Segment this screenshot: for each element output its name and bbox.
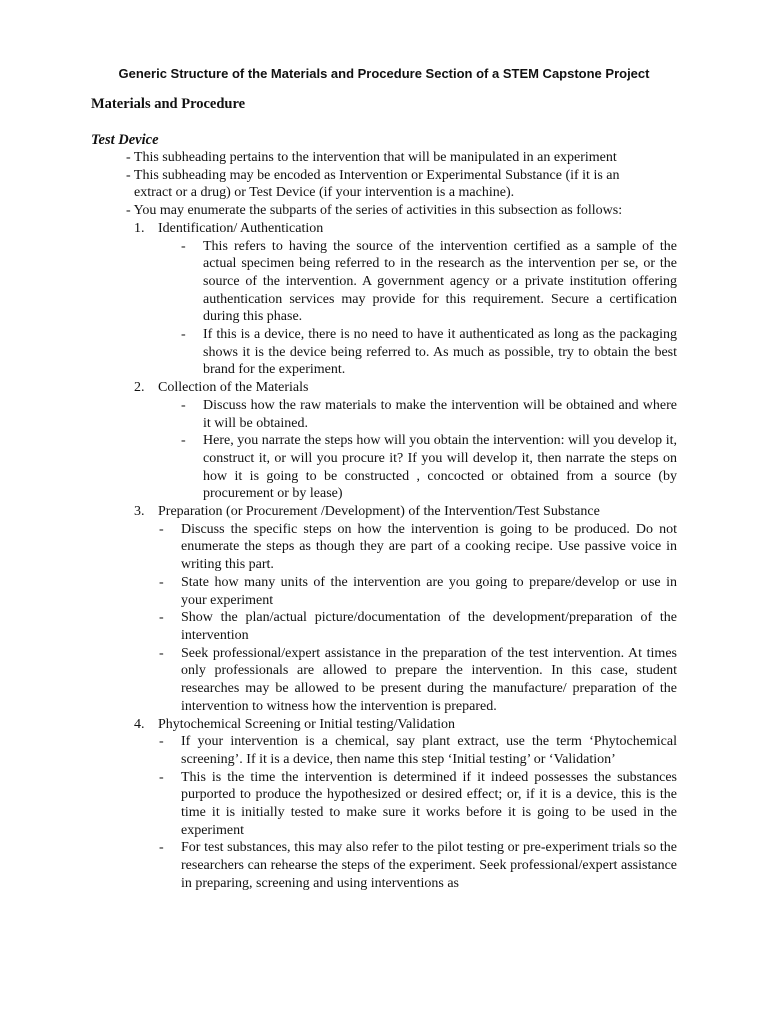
- list-bullet: - If this is a device, there is no need to have it authenticated as long as the packaging shows it is the device being referred to. As much as possible, try to obtain the best brand for the experiment.: [181, 327, 677, 378]
- section-heading: Materials and Procedure: [91, 96, 246, 112]
- list-bullet: - Here, you narrate the steps how will you obtain the intervention: will you develop it, construct it, or will you procure it? If you will develop it, then narrate the steps on how it is going to be constructed , concocted or obtained from a source (by procurement or by lease): [181, 433, 677, 502]
- intro-line: - This subheading may be encoded as Intervention or Experimental Substance (if it is an extract or a drug) or Test Device (if your intervention is a machine).: [126, 167, 620, 201]
- list-item-heading: 3. Preparation (or Procurement /Development) of the Intervention/Test Substance: [134, 504, 600, 520]
- list-bullet: - State how many units of the intervention are you going to prepare/develop or use in your experiment: [159, 574, 677, 608]
- list-bullet: - For test substances, this may also refer to the pilot testing or pre-experiment trials so the researchers can rehearse the steps of the experiment. Seek professional/expert assistance in preparing, screening and using interventions as: [159, 840, 677, 891]
- list-bullet: - If your intervention is a chemical, say plant extract, use the term ‘Phytochemical screening’. If it is a device, then name this step ‘Initial testing’ or ‘Validation’: [159, 734, 677, 767]
- list-bullet: - Seek professional/expert assistance in the preparation of the test intervention. At times only professionals are allowed to prepare the intervention. In this case, student researches may be allowed to be present during the manufacture/ preparation of the intervention to witness how the intervention is prepared.: [159, 645, 677, 714]
- document-title: Generic Structure of the Materials and Procedure Section of a STEM Capstone Project: [118, 66, 650, 81]
- list-bullet: - Discuss the specific steps on how the intervention is going to be produced. Do not enumerate the steps as though they are part of a cooking recipe. Use passive voice in writing this part.: [159, 521, 677, 573]
- intro-line: - You may enumerate the subparts of the series of activities in this subsection as follows:: [126, 203, 623, 219]
- list-bullet: - Discuss how the raw materials to make the intervention will be obtained and where it will be obtained.: [181, 397, 677, 431]
- list-item-heading: 2. Collection of the Materials: [134, 380, 309, 396]
- intro-line: - This subheading pertains to the intervention that will be manipulated in an experiment: [126, 150, 617, 165]
- document-body: [0, 149, 768, 893]
- list-bullet: - Show the plan/actual picture/documentation of the development/preparation of the intervention: [159, 610, 677, 643]
- list-bullet: - This refers to having the source of the intervention certified as a sample of the actual specimen being referred to in the research as the intervention per se, or the source of the intervention. A government agency or a private institution offering authentication services may provide for this requirement. Secure a certification during this phase.: [181, 238, 677, 325]
- subheading-test-device: Test Device: [91, 132, 159, 148]
- list-item-heading: 4. Phytochemical Screening or Initial testing/Validation: [134, 716, 456, 732]
- list-bullet: - This is the time the intervention is determined if it indeed possesses the substances purported to produce the hypothesized or desired effect; or, if it is a device, this is the time it is initially tested to make sure it works before it is going to be used in the experiment: [159, 769, 677, 838]
- list-item-heading: 1. Identification/ Authentication: [134, 220, 324, 236]
